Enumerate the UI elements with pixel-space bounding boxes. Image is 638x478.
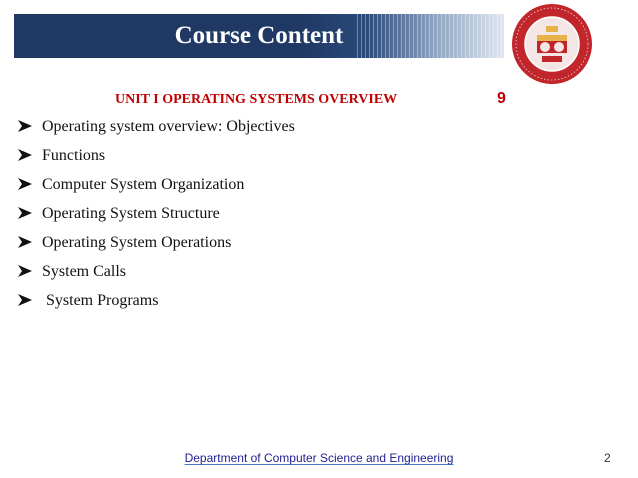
topic-label: Operating system overview: Objectives	[42, 118, 295, 135]
topic-label: Operating System Operations	[42, 234, 232, 251]
topic-label: System Programs	[42, 292, 159, 309]
list-item	[16, 232, 295, 261]
footer-department: Department of Computer Science and Engineering	[184, 451, 454, 465]
topic-label: Operating System Structure	[42, 205, 220, 222]
topic-list	[16, 116, 295, 319]
topic-label: System Calls	[42, 263, 127, 280]
list-item	[16, 290, 295, 319]
page-number: 2	[604, 451, 611, 465]
unit-heading: UNIT I OPERATING SYSTEMS OVERVIEW	[115, 92, 398, 107]
arrowhead-bullet-icon	[16, 293, 34, 307]
list-item	[16, 261, 295, 290]
topic-label: Functions	[42, 147, 106, 164]
list-item	[16, 174, 295, 203]
arrowhead-bullet-icon	[16, 235, 34, 249]
arrowhead-bullet-icon	[16, 206, 34, 220]
list-item	[16, 203, 295, 232]
footer	[0, 451, 638, 465]
institute-seal-icon	[510, 2, 594, 86]
unit-hours: 9	[497, 90, 506, 107]
slide-title: Course Content	[174, 22, 344, 49]
arrowhead-bullet-icon	[16, 119, 34, 133]
arrowhead-bullet-icon	[16, 177, 34, 191]
list-item	[16, 145, 295, 174]
list-item	[16, 116, 295, 145]
arrowhead-bullet-icon	[16, 264, 34, 278]
title-bar	[14, 14, 504, 58]
arrowhead-bullet-icon	[16, 148, 34, 162]
topic-label: Computer System Organization	[42, 176, 245, 193]
